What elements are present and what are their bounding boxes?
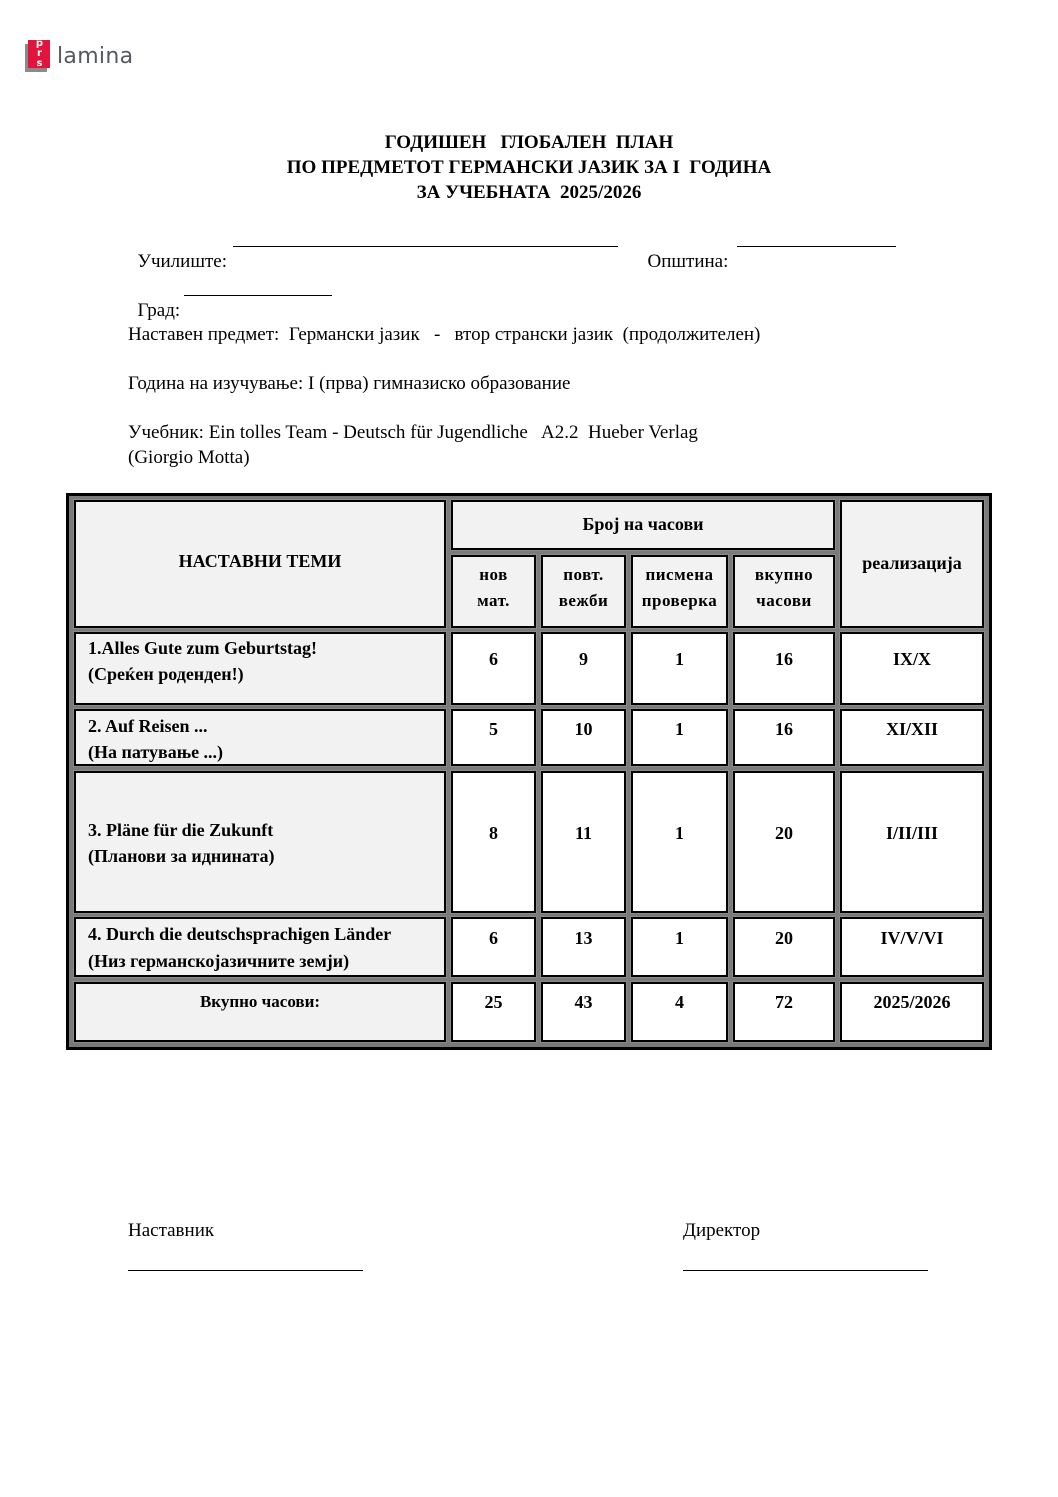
title-line-2: ПО ПРЕДМЕТОТ ГЕРМАНСКИ ЈАЗИК ЗА I ГОДИНА [286,157,772,178]
municipality-field-row [638,226,728,274]
header-new-material: нов мат. [451,555,536,628]
document-title [0,130,1058,205]
header-written-test: писмена проверка [631,555,728,628]
totals-new: 25 [451,982,536,1042]
school-label: Училиште: [137,251,227,272]
city-field-row [128,275,180,323]
header-topics: НАСТАВНИ ТЕМИ [74,500,446,628]
lamina-logo [25,40,133,72]
totals-total: 72 [733,982,835,1042]
city-label: Град: [137,300,181,321]
header-total-hours: вкупно часови [733,555,835,628]
table-row-2-new: 5 [451,709,536,766]
table-row-1-topic: 1.Alles Gute zum Geburtstag! (Среќен роденден!) [74,632,446,705]
table-row-4-practice: 13 [541,917,626,977]
table-row-2-practice: 10 [541,709,626,766]
teacher-label: Наставник [128,1220,215,1241]
title-line-3: ЗА УЧЕБНАТА 2025/2026 [416,182,642,203]
textbook-line-2: (Giorgio Motta) [128,447,250,468]
table-row-2-written: 1 [631,709,728,766]
table-row-3-realization: I/II/III [840,771,984,913]
study-year-line: Година на изучување: I (прва) гимназиско образование [128,373,571,394]
totals-realization: 2025/2026 [840,982,984,1042]
table-row-2-total: 16 [733,709,835,766]
header-hours-group: Број на часови [451,500,835,550]
table-row-3-practice: 11 [541,771,626,913]
totals-label: Вкупно часови: [74,982,446,1042]
table-row-1-practice: 9 [541,632,626,705]
municipality-field-line[interactable] [737,246,896,247]
totals-written: 4 [631,982,728,1042]
table-row-4-topic: 4. Durch die deutschsprachigen Länder (Низ германскојазичните земји) [74,917,446,977]
plan-table [66,493,992,1050]
table-row-4-new: 6 [451,917,536,977]
title-line-1: ГОДИШЕН ГЛОБАЛЕН ПЛАН [384,132,674,153]
table-row-3-written: 1 [631,771,728,913]
subject-line: Наставен предмет: Германски јазик - втор странски јазик (продолжителен) [128,324,761,345]
table-row-3-new: 8 [451,771,536,913]
table-row-1-written: 1 [631,632,728,705]
municipality-label: Општина: [647,251,729,272]
table-row-4-total: 20 [733,917,835,977]
header-practice: повт. вежби [541,555,626,628]
textbook-line-1: Учебник: Ein tolles Team - Deutsch für Jugendliche A2.2 Hueber Verlag [128,422,698,443]
table-row-3-total: 20 [733,771,835,913]
logo-text: lamina [57,43,134,69]
table-row-4-realization: IV/V/VI [840,917,984,977]
director-signature-line[interactable] [683,1270,928,1271]
prs-logo-icon: prs [25,40,51,72]
totals-practice: 43 [541,982,626,1042]
city-field-line[interactable] [184,295,332,296]
table-row-4-written: 1 [631,917,728,977]
header-realization: реализација [840,500,984,628]
school-field-row [128,226,227,274]
table-row-1-realization: IX/X [840,632,984,705]
teacher-signature-line[interactable] [128,1270,363,1271]
director-label: Директор [683,1220,761,1241]
table-row-1-total: 16 [733,632,835,705]
table-row-3-topic: 3. Pläne für die Zukunft (Планови за иднината) [74,771,446,913]
table-row-1-new: 6 [451,632,536,705]
school-field-line[interactable] [233,246,618,247]
table-row-2-topic: 2. Auf Reisen ... (На патување ...) [74,709,446,766]
table-row-2-realization: XI/XII [840,709,984,766]
